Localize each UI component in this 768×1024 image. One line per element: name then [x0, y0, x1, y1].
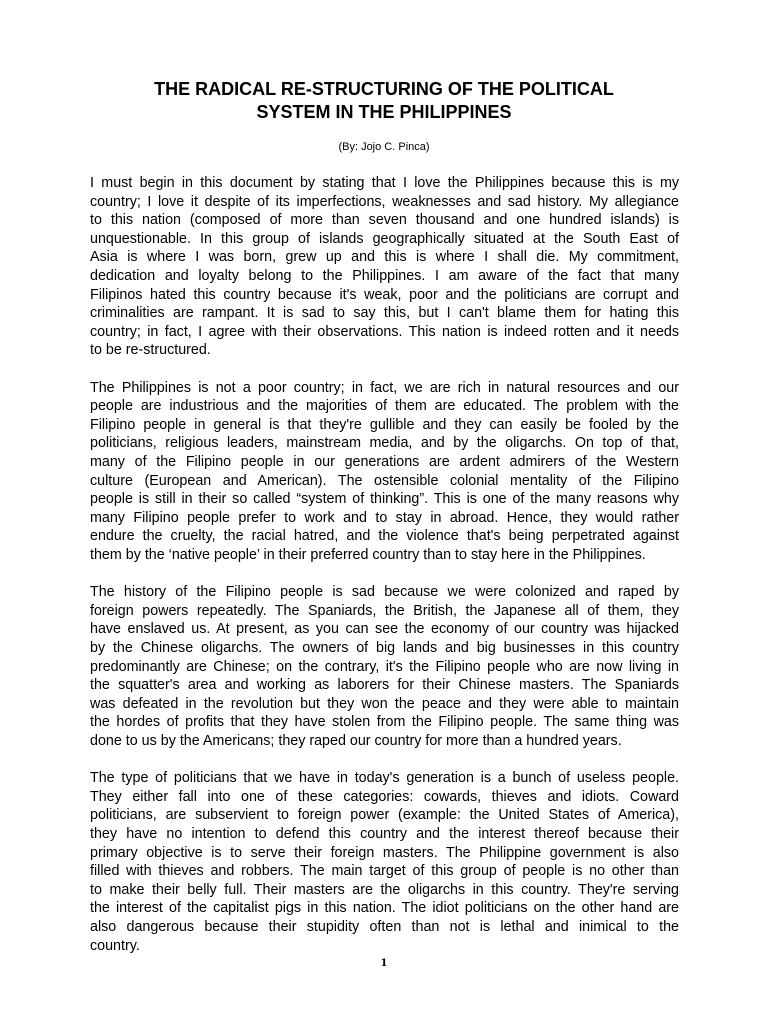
author-byline: (By: Jojo C. Pinca) — [338, 141, 430, 153]
paragraph-line: The history of the Filipino people is sad because we were colonized and raped by — [90, 584, 679, 601]
paragraph-line: Asia is where I was born, grew up and this is where I shall die. My commitment, — [90, 249, 679, 266]
paragraph-line: have enslaved us. At present, as you can see the economy of our country was hijacked — [90, 621, 679, 638]
body-paragraph — [90, 769, 679, 955]
paragraph-line: primary objective is to serve their foreign masters. The Philippine government is also — [90, 844, 679, 861]
body-paragraph — [90, 379, 679, 565]
paragraph-line: country. — [90, 937, 140, 954]
paragraph-line: many of the Filipino people in our generations are ardent admirers of the Western — [90, 454, 679, 470]
page-number: 1 — [380, 958, 388, 969]
paragraph-line: done to us by the Americans; they raped our country for more than a hundred years. — [90, 733, 622, 749]
document-body — [90, 174, 679, 974]
body-paragraph — [90, 174, 679, 360]
paragraph-line: dedication and loyalty belong to the Philippines. I am aware of the fact that many — [90, 267, 679, 284]
paragraph-line: people is still in their so called “system of thinking”. This is one of the many reasons why — [90, 491, 679, 508]
body-paragraph — [90, 583, 679, 750]
paragraph-line: endure the cruelty, the racial hatred, and the violence that's being perpetrated against — [90, 528, 679, 545]
paragraph-line: I must begin in this document by stating that I love the Philippines because this is my — [90, 175, 679, 191]
paragraph-line: unquestionable. In this group of islands geographically situated at the South East of — [90, 230, 679, 247]
document-title-line-2: SYSTEM IN THE PHILIPPINES — [256, 102, 512, 122]
paragraph-line: they have no intention to defend this country and the interest thereof because their — [90, 826, 679, 843]
paragraph-line: country; in fact, I agree with their observations. This nation is indeed rotten and it needs — [90, 323, 679, 340]
paragraph-line: many Filipino people prefer to work and to stay in abroad. Hence, they would rather — [90, 509, 679, 526]
paragraph-line: filled with thieves and robbers. The main target of this group of people is no other than — [90, 863, 679, 880]
paragraph-line: They either fall into one of these categories: cowards, thieves and idiots. Coward — [90, 788, 679, 805]
paragraph-line: them by the ‘native people’ in their preferred country than to stay here in the Philippines. — [90, 546, 646, 563]
paragraph-line: politicians, religious leaders, mainstream media, and by the oligarchs. On top of that, — [90, 435, 679, 452]
paragraph-line: criminalities are rampant. It is sad to say this, but I can't blame them for hating this — [90, 305, 679, 322]
paragraph-line: to this nation (composed of more than seven thousand and one hundred islands) is — [90, 212, 679, 229]
paragraph-line: the squatter's area and working as laborers for their Chinese masters. The Spaniards — [90, 677, 679, 694]
document-title-line-1: THE RADICAL RE-STRUCTURING OF THE POLITICAL — [154, 79, 614, 99]
paragraph-line: by the Chinese oligarchs. The owners of big lands and big businesses in this country — [90, 640, 679, 657]
paragraph-line: to make their belly full. Their masters are the oligarchs in this country. They're serving — [90, 881, 679, 898]
paragraph-line: the interest of the capitalist pigs in this nation. The idiot politicians on the other hand are — [90, 900, 679, 917]
paragraph-line: Filipinos hated this country because it's weak, poor and the politicians are corrupt and — [90, 286, 679, 303]
paragraph-line: also dangerous because their stupidity often than not is lethal and inimical to the — [90, 919, 679, 936]
paragraph-line: country; I love it despite of its imperfections, weaknesses and sad history. My allegiance — [90, 193, 679, 210]
paragraph-line: The Philippines is not a poor country; in fact, we are rich in natural resources and our — [90, 379, 679, 396]
paragraph-line: was defeated in the revolution but they won the peace and they were able to maintain — [90, 695, 679, 712]
paragraph-line: The type of politicians that we have in today's generation is a bunch of useless people. — [90, 770, 679, 787]
paragraph-line: people are industrious and the majorities of them are educated. The problem with the — [90, 398, 679, 415]
paragraph-line: Filipino people in general is that they're gullible and they can easily be fooled by the — [90, 416, 679, 433]
paragraph-line: culture (European and American). The ostensible colonial mentality of the Filipino — [90, 472, 679, 489]
paragraph-line: foreign powers repeatedly. The Spaniards, the British, the Japanese all of them, they — [90, 602, 679, 619]
paragraph-line: politicians, are subservient to foreign power (example: the United States of America), — [90, 807, 679, 824]
paragraph-line: to be re-structured. — [90, 342, 211, 359]
paragraph-line: predominantly are Chinese; on the contrary, it's the Filipino people who are now living in — [90, 658, 679, 675]
paragraph-line: the hordes of profits that they have stolen from the Filipino people. The same thing was — [90, 714, 679, 731]
